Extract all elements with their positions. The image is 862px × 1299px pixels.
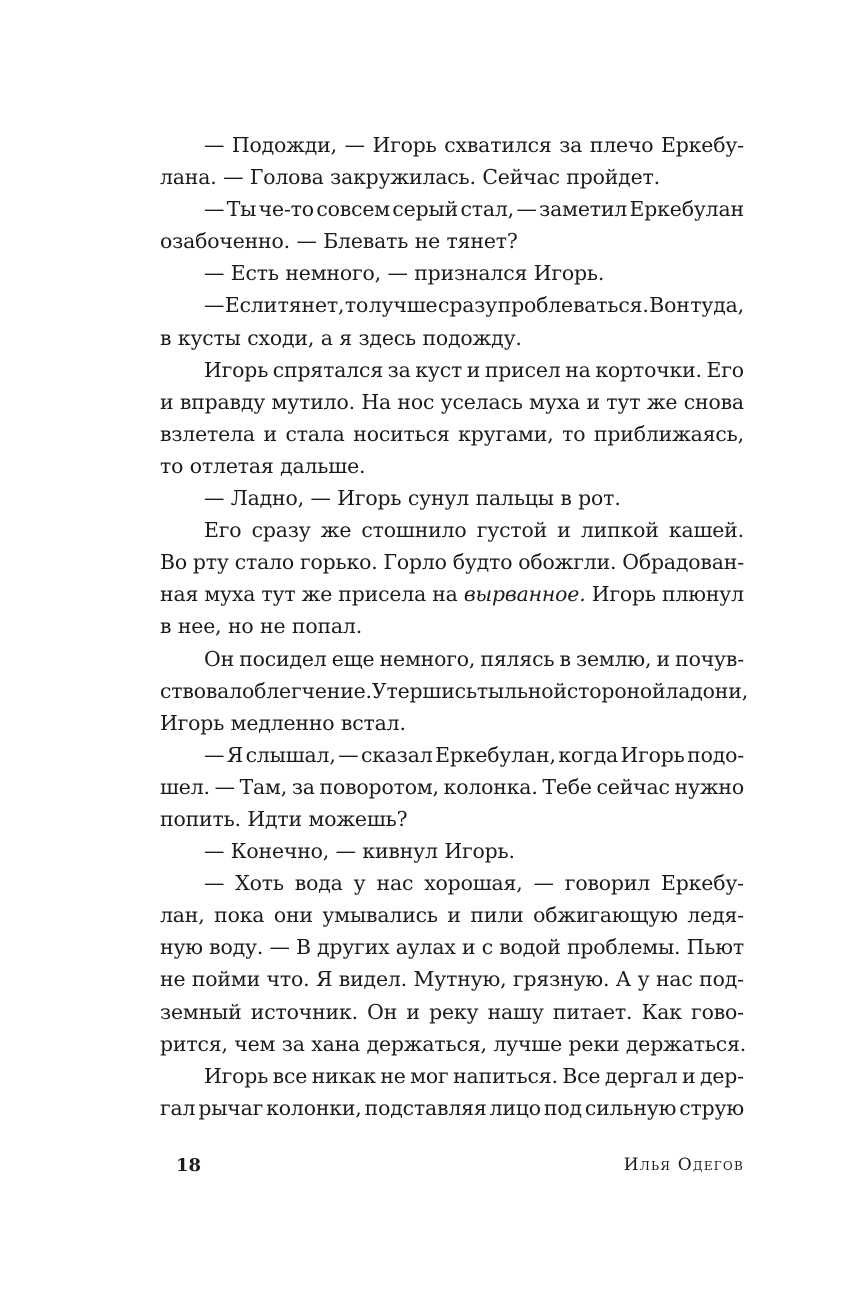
text-line bbox=[160, 643, 744, 675]
word: — bbox=[344, 133, 365, 157]
word: реки bbox=[568, 1031, 620, 1056]
word: сказал bbox=[360, 742, 433, 767]
word: грязную. bbox=[512, 967, 610, 992]
word: признался bbox=[414, 261, 528, 286]
word: стал, bbox=[460, 197, 514, 222]
word: поворотом, bbox=[319, 774, 439, 799]
word: и bbox=[263, 421, 277, 446]
word: же bbox=[646, 389, 678, 414]
word: и bbox=[586, 389, 600, 414]
text-line bbox=[160, 835, 744, 867]
word: у bbox=[353, 871, 366, 896]
word: Обрадован- bbox=[622, 550, 744, 575]
word: то bbox=[562, 421, 586, 446]
word: Идти bbox=[247, 806, 302, 831]
word: — bbox=[296, 229, 317, 254]
word: — bbox=[204, 261, 225, 286]
word: Горло bbox=[383, 550, 447, 575]
word: — bbox=[214, 774, 235, 799]
word: плечо bbox=[589, 133, 654, 157]
word: они bbox=[273, 903, 313, 928]
text-line bbox=[160, 578, 744, 610]
word: Конечно, bbox=[230, 839, 330, 864]
text-line bbox=[160, 739, 744, 771]
word: — bbox=[335, 839, 356, 864]
word: нас bbox=[655, 967, 693, 992]
word: ствовал bbox=[160, 678, 242, 703]
word: Сейчас bbox=[482, 165, 560, 190]
text-line bbox=[160, 546, 744, 578]
word: совсем bbox=[316, 197, 390, 222]
word: Как bbox=[641, 999, 682, 1024]
word: обожгли. bbox=[518, 550, 617, 575]
word: умывались bbox=[322, 903, 438, 928]
word: Еркебулан bbox=[629, 197, 744, 222]
word: с bbox=[481, 935, 494, 960]
word: нее, bbox=[177, 614, 222, 639]
word: Тебе bbox=[542, 774, 592, 799]
word: тут bbox=[606, 389, 641, 414]
word: Пьют bbox=[686, 935, 744, 960]
text-line bbox=[160, 803, 744, 835]
word: мог bbox=[410, 1063, 449, 1088]
word: уселась bbox=[440, 389, 523, 414]
word: на bbox=[432, 582, 458, 607]
word: — bbox=[387, 261, 408, 286]
word: встал. bbox=[340, 710, 406, 735]
text-line bbox=[160, 675, 749, 707]
word: посидел bbox=[239, 646, 327, 671]
word: Я bbox=[315, 967, 333, 992]
word: попал. bbox=[291, 614, 363, 639]
word: никак bbox=[311, 1063, 376, 1088]
word: Если bbox=[224, 293, 278, 318]
word: пройдет. bbox=[566, 165, 660, 190]
word: сразу bbox=[438, 293, 498, 318]
word: гал bbox=[160, 1095, 196, 1120]
word: слышал, bbox=[245, 742, 336, 767]
text-line bbox=[160, 482, 744, 514]
word: спрятался bbox=[272, 357, 384, 382]
word: тянет, bbox=[277, 293, 345, 318]
word: Утершись bbox=[371, 678, 477, 703]
word: Голова bbox=[249, 165, 324, 190]
word: стало bbox=[234, 550, 295, 575]
word: источник. bbox=[250, 999, 358, 1024]
word: Еркебулан, bbox=[435, 742, 556, 767]
word: подставляя bbox=[364, 1095, 487, 1120]
word: нос bbox=[397, 389, 435, 414]
word: напиться. bbox=[453, 1063, 558, 1088]
word: на bbox=[565, 357, 591, 382]
word: — bbox=[310, 486, 331, 511]
text-line bbox=[160, 899, 744, 931]
word: когда bbox=[558, 742, 618, 767]
word: земный bbox=[160, 999, 242, 1024]
word: Его bbox=[204, 518, 242, 543]
word: хана bbox=[311, 1031, 361, 1056]
word: схватился bbox=[444, 133, 552, 157]
word: и bbox=[447, 903, 461, 928]
word: что. bbox=[266, 967, 310, 992]
word: Игорь bbox=[591, 582, 656, 607]
word: вправду bbox=[179, 389, 266, 414]
word: Игорь. bbox=[533, 261, 605, 286]
text-line bbox=[160, 610, 744, 642]
word: Игорь bbox=[204, 1063, 269, 1088]
word: Есть bbox=[230, 261, 279, 286]
word: Я bbox=[226, 742, 244, 767]
word: лучше bbox=[493, 1031, 563, 1056]
word: за bbox=[387, 357, 411, 382]
word: — bbox=[204, 839, 225, 864]
word: под bbox=[543, 1095, 582, 1120]
word: Игорь bbox=[620, 742, 685, 767]
word: стошнило bbox=[361, 518, 467, 543]
word: пили bbox=[470, 903, 524, 928]
word: пока bbox=[214, 903, 265, 928]
word: держаться. bbox=[625, 1031, 747, 1056]
word: заметил bbox=[539, 197, 628, 222]
word: — bbox=[204, 871, 225, 896]
word: Там, bbox=[239, 774, 288, 799]
word: сейчас bbox=[596, 774, 670, 799]
word: и bbox=[656, 646, 670, 671]
word: нашу bbox=[487, 999, 544, 1024]
word: и bbox=[681, 1063, 696, 1088]
running-head-author: Илья Одегов bbox=[623, 1155, 744, 1175]
word: Еркебу- bbox=[661, 871, 744, 896]
text-line bbox=[160, 931, 744, 963]
word: за bbox=[291, 774, 315, 799]
word: че-то bbox=[258, 197, 314, 222]
word: кусты bbox=[177, 325, 241, 350]
word: — bbox=[204, 133, 225, 157]
word: облегчение. bbox=[242, 678, 372, 703]
word: лучше bbox=[368, 293, 438, 318]
word: проблеваться. bbox=[497, 293, 649, 318]
word: лан, bbox=[160, 903, 205, 928]
word: почув- bbox=[675, 646, 744, 671]
word: закружилась. bbox=[330, 165, 476, 190]
word: — bbox=[533, 871, 554, 896]
word: муха bbox=[204, 582, 256, 607]
text-line bbox=[160, 450, 744, 482]
word: носиться bbox=[353, 421, 450, 446]
word: Игорь bbox=[160, 710, 225, 735]
word: Еркебу- bbox=[661, 133, 744, 157]
word: лицо bbox=[489, 1095, 541, 1120]
word: все bbox=[272, 1063, 308, 1088]
word: снова bbox=[683, 389, 744, 414]
text-line bbox=[160, 354, 744, 386]
word: гово- bbox=[691, 999, 744, 1024]
word: — bbox=[204, 486, 225, 511]
word: не bbox=[380, 1063, 406, 1088]
word: Ладно, bbox=[230, 486, 304, 511]
word: вырванное. bbox=[463, 582, 586, 607]
text-line bbox=[160, 225, 744, 257]
word: ладони, bbox=[665, 678, 749, 703]
word: медленно bbox=[230, 710, 335, 735]
word: муха bbox=[529, 389, 581, 414]
word: Блевать bbox=[323, 229, 409, 254]
word: здесь bbox=[358, 325, 416, 350]
word: В bbox=[295, 935, 311, 960]
word: дер- bbox=[699, 1063, 744, 1088]
text-line bbox=[160, 1092, 744, 1124]
text-line bbox=[160, 996, 744, 1028]
body-text bbox=[160, 129, 749, 1124]
word: сходи, bbox=[247, 325, 315, 350]
word: подожду. bbox=[422, 325, 522, 350]
word: попить. bbox=[160, 806, 241, 831]
text-line bbox=[160, 1060, 744, 1092]
word: и bbox=[466, 357, 481, 382]
word: и bbox=[557, 518, 571, 543]
word: отлетая bbox=[189, 453, 274, 478]
word: — bbox=[204, 197, 225, 222]
word: Игорь. bbox=[444, 839, 515, 864]
word: Ты bbox=[226, 197, 257, 222]
word: под- bbox=[699, 967, 744, 992]
word: ную bbox=[160, 935, 203, 960]
word: пялясь bbox=[480, 646, 555, 671]
word: сразу bbox=[251, 518, 311, 543]
word: в bbox=[160, 325, 172, 350]
text-line bbox=[160, 1028, 747, 1060]
word: рот. bbox=[578, 486, 621, 511]
word: подо- bbox=[687, 742, 744, 767]
text-line bbox=[160, 161, 744, 193]
word: горько. bbox=[299, 550, 378, 575]
word: в bbox=[560, 486, 572, 511]
word: На bbox=[361, 389, 391, 414]
word: приближаясь, bbox=[593, 421, 744, 446]
word: — bbox=[204, 293, 225, 318]
word: обжигающую bbox=[533, 903, 678, 928]
word: водой bbox=[499, 935, 561, 960]
word: дальше. bbox=[280, 453, 366, 478]
word: нас bbox=[376, 871, 414, 896]
word: а bbox=[320, 325, 333, 350]
word: мутило. bbox=[271, 389, 355, 414]
word: проблемы. bbox=[566, 935, 681, 960]
word: стороной bbox=[566, 678, 666, 703]
word: Он bbox=[204, 646, 235, 671]
word: плюнул bbox=[662, 582, 744, 607]
text-line bbox=[160, 386, 744, 418]
word: то bbox=[160, 453, 184, 478]
word: лана. bbox=[160, 165, 217, 190]
word: землю, bbox=[576, 646, 652, 671]
word: и bbox=[462, 935, 476, 960]
word: Игорь bbox=[372, 133, 437, 157]
word: в bbox=[160, 614, 172, 639]
word: Хоть bbox=[235, 871, 284, 896]
word: — bbox=[516, 197, 537, 222]
word: в bbox=[559, 646, 571, 671]
word: Все bbox=[562, 1063, 601, 1088]
word: колонка. bbox=[443, 774, 538, 799]
word: серый bbox=[392, 197, 459, 222]
word: хорошая, bbox=[424, 871, 523, 896]
word: кругами, bbox=[458, 421, 554, 446]
word: будто bbox=[452, 550, 513, 575]
word: ная bbox=[160, 582, 199, 607]
text-line bbox=[160, 257, 744, 289]
word: у bbox=[637, 967, 650, 992]
word: еще bbox=[331, 646, 375, 671]
word: говорил bbox=[564, 871, 651, 896]
word: и bbox=[160, 389, 174, 414]
text-line bbox=[160, 418, 744, 450]
word: дергал bbox=[604, 1063, 678, 1088]
text-line bbox=[160, 322, 744, 354]
word: Во bbox=[160, 550, 187, 575]
text-line bbox=[160, 963, 744, 995]
word: липкой bbox=[580, 518, 659, 543]
word: других bbox=[317, 935, 390, 960]
word: — bbox=[223, 165, 244, 190]
word: реку bbox=[429, 999, 479, 1024]
word: взлетела bbox=[160, 421, 255, 446]
word: воду. bbox=[209, 935, 264, 960]
word: за bbox=[559, 133, 583, 157]
text-line bbox=[160, 514, 744, 546]
word: тут bbox=[261, 582, 296, 607]
word: но bbox=[227, 614, 254, 639]
word: шел. bbox=[160, 774, 210, 799]
word: куст bbox=[415, 357, 463, 382]
word: не bbox=[260, 614, 286, 639]
word: — bbox=[269, 935, 290, 960]
word: чем bbox=[234, 1031, 276, 1056]
word: нужно bbox=[674, 774, 744, 799]
word: и bbox=[406, 999, 420, 1024]
word: я bbox=[339, 325, 352, 350]
word: аулах bbox=[395, 935, 456, 960]
text-line bbox=[160, 289, 744, 321]
word: присел bbox=[484, 357, 561, 382]
text-line bbox=[160, 193, 744, 225]
word: держаться, bbox=[366, 1031, 487, 1056]
word: ледя- bbox=[687, 903, 744, 928]
word: тыльной bbox=[476, 678, 567, 703]
word: корточки. bbox=[595, 357, 702, 382]
word: Игорь bbox=[337, 486, 402, 511]
word: немного, bbox=[285, 261, 381, 286]
page-footer bbox=[160, 1155, 744, 1185]
word: тянет? bbox=[446, 229, 518, 254]
word: Его bbox=[706, 357, 744, 382]
word: присела bbox=[338, 582, 427, 607]
word: Игорь bbox=[204, 357, 269, 382]
word: струю bbox=[679, 1095, 744, 1120]
word: пойми bbox=[191, 967, 261, 992]
word: рычаг bbox=[198, 1095, 264, 1120]
word: рту bbox=[192, 550, 229, 575]
word: сунул bbox=[407, 486, 470, 511]
word: видел. bbox=[338, 967, 408, 992]
word: — bbox=[338, 742, 359, 767]
word: густой bbox=[476, 518, 548, 543]
word: питает. bbox=[552, 999, 633, 1024]
word: не bbox=[414, 229, 441, 254]
word: же bbox=[320, 518, 352, 543]
word: же bbox=[301, 582, 333, 607]
word: туда, bbox=[690, 293, 744, 318]
text-line bbox=[160, 129, 744, 161]
word: Он bbox=[367, 999, 398, 1024]
word: пальцы bbox=[475, 486, 554, 511]
text-line bbox=[160, 867, 744, 899]
word: за bbox=[281, 1031, 305, 1056]
word: то bbox=[344, 293, 369, 318]
word: немного, bbox=[379, 646, 476, 671]
word: сильную bbox=[584, 1095, 677, 1120]
word: кивнул bbox=[362, 839, 438, 864]
word: можешь? bbox=[308, 806, 408, 831]
text-line bbox=[160, 707, 744, 739]
word: Вон bbox=[649, 293, 690, 318]
word: Мутную, bbox=[413, 967, 507, 992]
text-line bbox=[160, 771, 744, 803]
word: кашей. bbox=[668, 518, 744, 543]
word: вода bbox=[294, 871, 343, 896]
word: А bbox=[615, 967, 632, 992]
word: рится, bbox=[160, 1031, 228, 1056]
page-number: 18 bbox=[176, 1155, 202, 1176]
word: стала bbox=[285, 421, 345, 446]
word: не bbox=[160, 967, 186, 992]
word: — bbox=[204, 742, 225, 767]
word: Подожди, bbox=[231, 133, 337, 157]
word: колонки, bbox=[266, 1095, 362, 1120]
word: озабоченно. bbox=[160, 229, 290, 254]
